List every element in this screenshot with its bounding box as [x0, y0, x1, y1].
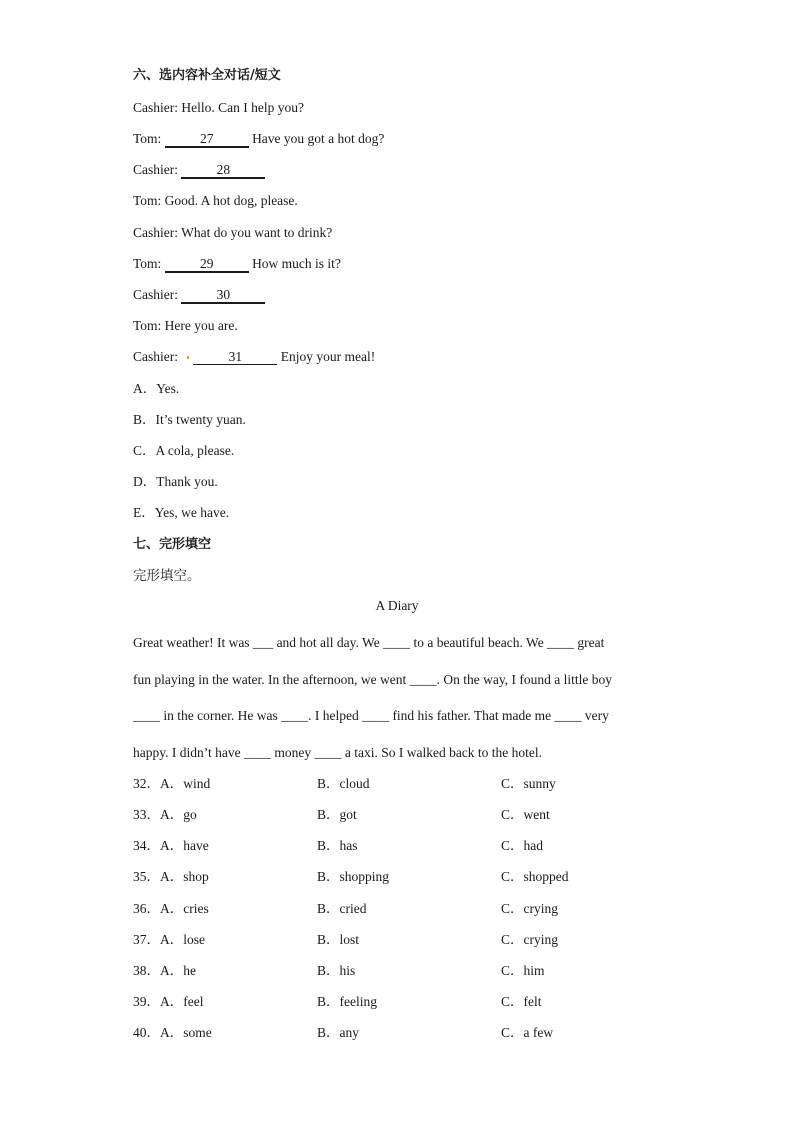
question-option-b: B．got [317, 807, 357, 822]
option-a-text: A．wind [160, 776, 211, 791]
option-a-text: A．some [160, 1025, 212, 1040]
dialog-line-5: Cashier: What do you want to drink? [133, 225, 333, 240]
question-37 [133, 931, 653, 949]
passage-line-2: fun playing in the water. In the afternoon, we went ____. On the way, I found a little boy [133, 672, 612, 687]
mark-dot-icon [187, 356, 189, 359]
answer-blank-28: 28 [181, 162, 265, 179]
question-option-a [133, 837, 209, 855]
section-7-heading: 七、完形填空 [133, 537, 212, 552]
question-option-c: C．him [501, 963, 545, 978]
speaker-label: Tom: [133, 131, 165, 146]
question-option-a [133, 775, 210, 793]
question-number: 32． [133, 776, 160, 791]
question-option-c: C．felt [501, 994, 542, 1009]
dialog-text: Enjoy your meal! [277, 349, 376, 364]
question-option-b: B．any [317, 1025, 359, 1040]
question-option-a [133, 868, 209, 886]
question-option-b: B．cloud [317, 776, 370, 791]
question-option-b: B．feeling [317, 994, 377, 1009]
speaker-label: Tom: [133, 256, 165, 271]
dialog-line-9 [133, 348, 375, 366]
dialog-line-8: Tom: Here you are. [133, 318, 238, 333]
question-number: 34． [133, 838, 160, 853]
option-a-text: A．he [160, 963, 196, 978]
question-40 [133, 1024, 653, 1042]
question-option-c: C．went [501, 807, 550, 822]
question-option-a [133, 900, 209, 918]
answer-blank-30: 30 [181, 287, 265, 304]
speaker-label: Cashier: [133, 349, 182, 364]
option-d: D．Thank you. [133, 474, 218, 489]
answer-blank-29: 29 [165, 256, 249, 273]
section-7-instruction: 完形填空。 [133, 568, 201, 584]
question-34 [133, 837, 653, 855]
question-number: 40． [133, 1025, 160, 1040]
option-c: C．A cola, please. [133, 443, 235, 458]
question-option-a [133, 962, 196, 980]
question-number: 35． [133, 869, 160, 884]
question-38 [133, 962, 653, 980]
passage-line-1: Great weather! It was ___ and hot all day. We ____ to a beautiful beach. We ____ great [133, 635, 605, 650]
option-a-text: A．go [160, 807, 197, 822]
question-39 [133, 993, 653, 1011]
question-option-c: C．shopped [501, 869, 569, 884]
dialog-line-1: Cashier: Hello. Can I help you? [133, 100, 304, 115]
question-number: 33． [133, 807, 160, 822]
dialog-line-2 [133, 130, 384, 148]
question-option-a [133, 1024, 212, 1042]
question-option-c: C．a few [501, 1025, 554, 1040]
option-b: B．It’s twenty yuan. [133, 412, 246, 427]
answer-blank-27: 27 [165, 131, 249, 148]
question-32 [133, 775, 653, 793]
option-a-text: A．lose [160, 932, 205, 947]
speaker-label: Cashier: [133, 162, 182, 177]
question-option-c: C．crying [501, 901, 558, 916]
question-number: 37． [133, 932, 160, 947]
question-option-b: B．cried [317, 901, 367, 916]
question-option-c: C．sunny [501, 776, 556, 791]
question-option-b: B．shopping [317, 869, 390, 884]
dialog-text: Have you got a hot dog? [248, 131, 385, 146]
option-a: A．Yes. [133, 381, 180, 396]
option-a-text: A．shop [160, 869, 209, 884]
question-option-c: C．had [501, 838, 543, 853]
question-option-a [133, 931, 205, 949]
question-36 [133, 900, 653, 918]
option-a-text: A．feel [160, 994, 204, 1009]
option-e: E．Yes, we have. [133, 505, 230, 520]
question-option-b: B．lost [317, 932, 360, 947]
question-number: 36． [133, 901, 160, 916]
question-number: 39． [133, 994, 160, 1009]
speaker-label: Cashier: [133, 287, 182, 302]
question-option-b: B．his [317, 963, 356, 978]
dialog-line-4: Tom: Good. A hot dog, please. [133, 193, 298, 208]
dialog-text: How much is it? [248, 256, 341, 271]
option-a-text: A．cries [160, 901, 209, 916]
question-number: 38． [133, 963, 160, 978]
dialog-line-7 [133, 286, 265, 304]
question-35 [133, 868, 653, 886]
question-33 [133, 806, 653, 824]
option-a-text: A．have [160, 838, 209, 853]
passage-line-3: ____ in the corner. He was ____. I helped ____ find his father. That made me ____ very [133, 708, 609, 723]
answer-blank-31: 31 [193, 349, 277, 365]
passage-line-4: happy. I didn’t have ____ money ____ a taxi. So I walked back to the hotel. [133, 745, 543, 760]
question-option-a [133, 993, 203, 1011]
question-option-a [133, 806, 197, 824]
question-option-b: B．has [317, 838, 358, 853]
dialog-line-6 [133, 255, 341, 273]
passage-title: A Diary [375, 598, 419, 613]
question-option-c: C．crying [501, 932, 558, 947]
section-6-heading: 六、选内容补全对话/短文 [133, 68, 281, 83]
dialog-line-3 [133, 161, 265, 179]
